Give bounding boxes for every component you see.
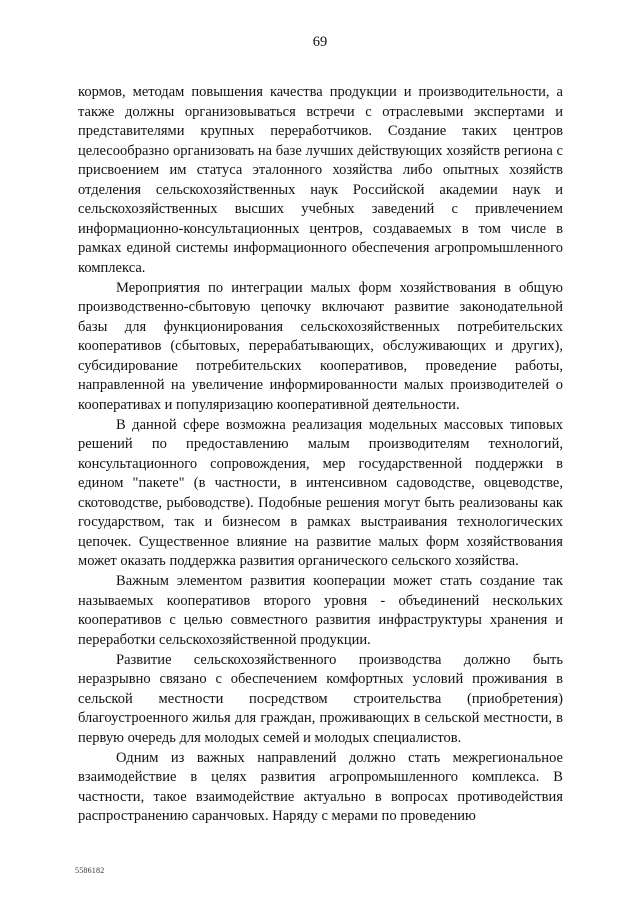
document-code: 5586182 — [75, 866, 105, 875]
paragraph-2: Мероприятия по интеграции малых форм хозяйствования в общую производственно-сбытовую цепочку включают развитие законодательной базы для функционирования сельскохозяйственных потребительских кооперативов (сбытовых, перерабатывающих, обслуживающих и других), субсидирование потребительских кооперативов, проведение работы, направленной на увеличение информированности малых производителей о кооперативах и популяризацию кооперативной деятельности. — [78, 279, 563, 413]
paragraph-1: кормов, методам повышения качества продукции и производительности, а также должны организовываться встречи с отраслевыми экспертами и представителями крупных переработчиков. Создание таких центров целесообразно организовать на базе лучших действующих хозяйств региона с присвоением им статуса эталонного хозяйства либо опытных хозяйств отделения сельскохозяйственных наук Российской академии наук и сельскохозяйственных высших учебных заведений с привлечением информационно-консультационных центров, создаваемых в том числе в рамках единой системы информационного обеспечения агропромышленного комплекса. — [78, 84, 563, 276]
paragraph-4: Важным элементом развития кооперации может стать создание так называемых кооперативов второго уровня - объединений нескольких кооперативов с целью совместного развития инфраструктуры хранения и переработки сельскохозяйственной продукции. — [78, 573, 563, 648]
paragraph-6: Одним из важных направлений должно стать межрегиональное взаимодействие в целях развития агропромышленного комплекса. В частности, такое взаимодействие актуально в вопросах противодействия распространению саранчовых. Наряду с мерами по проведению — [78, 749, 563, 824]
paragraph-3: В данной сфере возможна реализация модельных массовых типовых решений по предоставлению малым производителям технологий, консультационного сопровождения, мер государственной поддержки в едином "пакете" (в частности, в интенсивном садоводстве, овцеводстве, скотоводстве, рыбоводстве). Подобные решения могут быть реализованы как государством, так и бизнесом в рамках выстраивания технологических цепочек. Существенное влияние на развитие малых форм хозяйствования может оказать поддержка развития органического сельского хозяйства. — [78, 416, 563, 569]
page-number: 69 — [312, 34, 328, 50]
body-text — [78, 83, 563, 827]
paragraph-5: Развитие сельскохозяйственного производства должно быть неразрывно связано с обеспечением комфортных условий проживания в сельской местности посредством строительства (приобретения) благоустроенного жилья для граждан, проживающих в сельской местности, в первую очередь для молодых семей и молодых специалистов. — [78, 651, 563, 746]
